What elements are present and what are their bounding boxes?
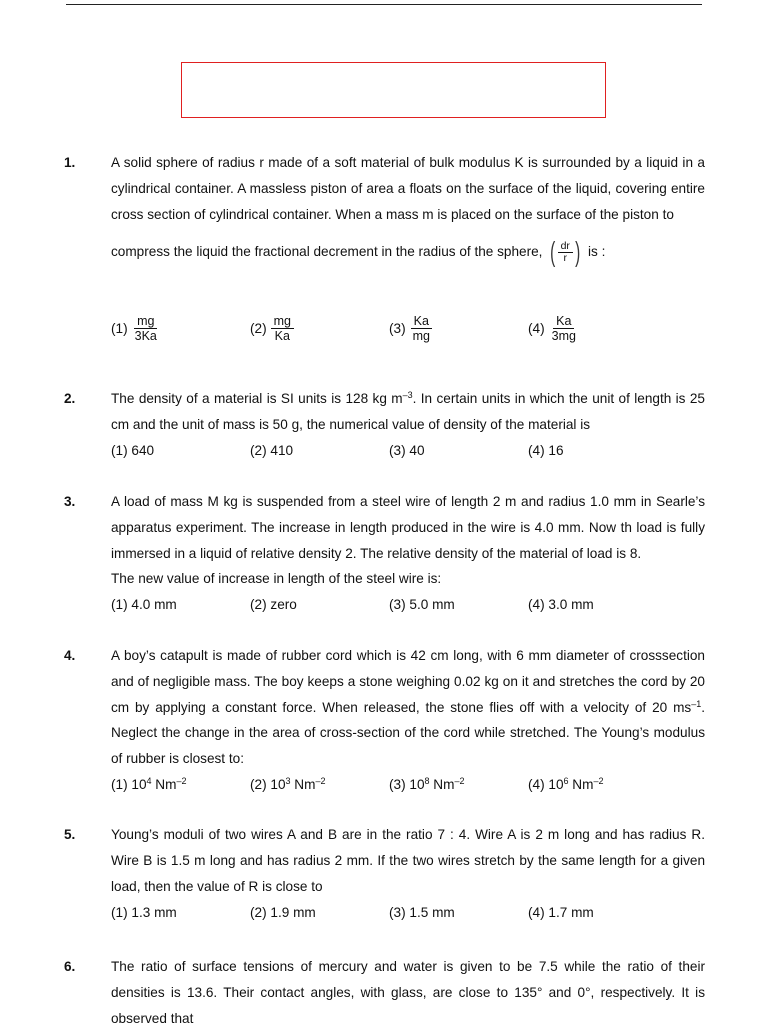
options [111, 314, 705, 343]
question-text: The density of a material is SI units is 128 kg $m^{-3}$. In certain units in which the unit of length is 25 cm and the unit of mass is 50 g, the numerical value of density of the material is [111, 390, 705, 432]
option-4[interactable]: (4) 16 [528, 443, 564, 458]
options [111, 772, 705, 798]
option-2[interactable]: (2) $\frac{mg}{Ka}$ [250, 314, 294, 343]
option-2[interactable]: (2) 1.9 mm [250, 905, 316, 920]
option-2[interactable]: (2) $10^3$ $Nm^{-2}$ [250, 776, 326, 792]
fraction-dr-r: ( $\frac{dr}{r}$ ) [550, 236, 581, 268]
option-1[interactable]: (1) $10^4$ $Nm^{-2}$ [111, 776, 187, 792]
options [111, 592, 705, 618]
option-4[interactable]: (4) $10^6$ $Nm^{-2}$ [528, 776, 604, 792]
options [111, 900, 705, 926]
option-2[interactable]: (2) zero [250, 597, 297, 612]
option-3[interactable]: (3) $10^8$ $Nm^{-2}$ [389, 776, 465, 792]
question-text-2: The new value of increase in length of the steel wire is: [111, 571, 442, 586]
question-number: 5. [64, 827, 76, 842]
option-3[interactable]: (3) $\frac{Ka}{mg}$ [389, 314, 430, 343]
option-4[interactable]: (4) $\frac{Ka}{3mg}$ [528, 314, 576, 343]
question-number: 2. [64, 391, 76, 406]
question-text-tail: compress the liquid the fractional decrement in the radius of the sphere, ( $\frac{dr}{r}$ ) is : [111, 236, 606, 268]
question-text: A load of mass M kg is suspended from a steel wire of length 2 m and radius 1.0 mm in Searle’s apparatus experiment. The increase in length produced in the wire is 4.0 mm. Now th load is fully immersed in a liquid of relative density 2. The relative density of the material of load is 8. [111, 494, 705, 561]
option-3[interactable]: (3) 1.5 mm [389, 905, 455, 920]
question-number: 6. [64, 959, 76, 974]
options [111, 438, 705, 464]
option-1[interactable]: (1) 4.0 mm [111, 597, 177, 612]
option-1[interactable]: (1) 640 [111, 443, 155, 458]
question-number: 1. [64, 155, 76, 170]
top-rule [66, 4, 702, 5]
option-4[interactable]: (4) 3.0 mm [528, 597, 594, 612]
option-3[interactable]: (3) 40 [389, 443, 425, 458]
question-text: The ratio of surface tensions of mercury and water is given to be 7.5 while the ratio of their densities is 13.6. Their contact angles, with glass, are close to 135° and 0°, respectively. It is observed that [111, 959, 705, 1026]
question-text: A solid sphere of radius r made of a soft material of bulk modulus K is surrounded by a liquid in a cylindrical container. A massless piston of area a floats on the surface of the liquid, covering entire cross section of cylindrical container. When a mass m is placed on the surface of the piston to [111, 155, 705, 222]
option-1[interactable]: (1) 1.3 mm [111, 905, 177, 920]
question-number: 4. [64, 648, 76, 663]
title-box [181, 62, 606, 118]
question-text: Young’s moduli of two wires A and B are in the ratio 7 : 4. Wire A is 2 m long and has radius R. Wire B is 1.5 m long and has radius 2 mm. If the two wires stretch by the same length for a given load, then the value of R is close to [111, 827, 705, 894]
option-1[interactable]: (1) $\frac{mg}{3Ka}$ [111, 314, 157, 343]
option-3[interactable]: (3) 5.0 mm [389, 597, 455, 612]
question-number: 3. [64, 494, 76, 509]
option-4[interactable]: (4) 1.7 mm [528, 905, 594, 920]
option-2[interactable]: (2) 410 [250, 443, 294, 458]
question-text: A boy’s catapult is made of rubber cord which is 42 cm long, with 6 mm diameter of crosssection and of negligible mass. The boy keeps a stone weighing 0.02 kg on it and stretches the cord by 20 cm by applying a constant force. When released, the stone flies off with a velocity of 20 $ms^{-1}$. Neglect the change in the area of cross-section of the cord while stretched. The Young’s modulus of rubber is closest to: [111, 648, 705, 767]
